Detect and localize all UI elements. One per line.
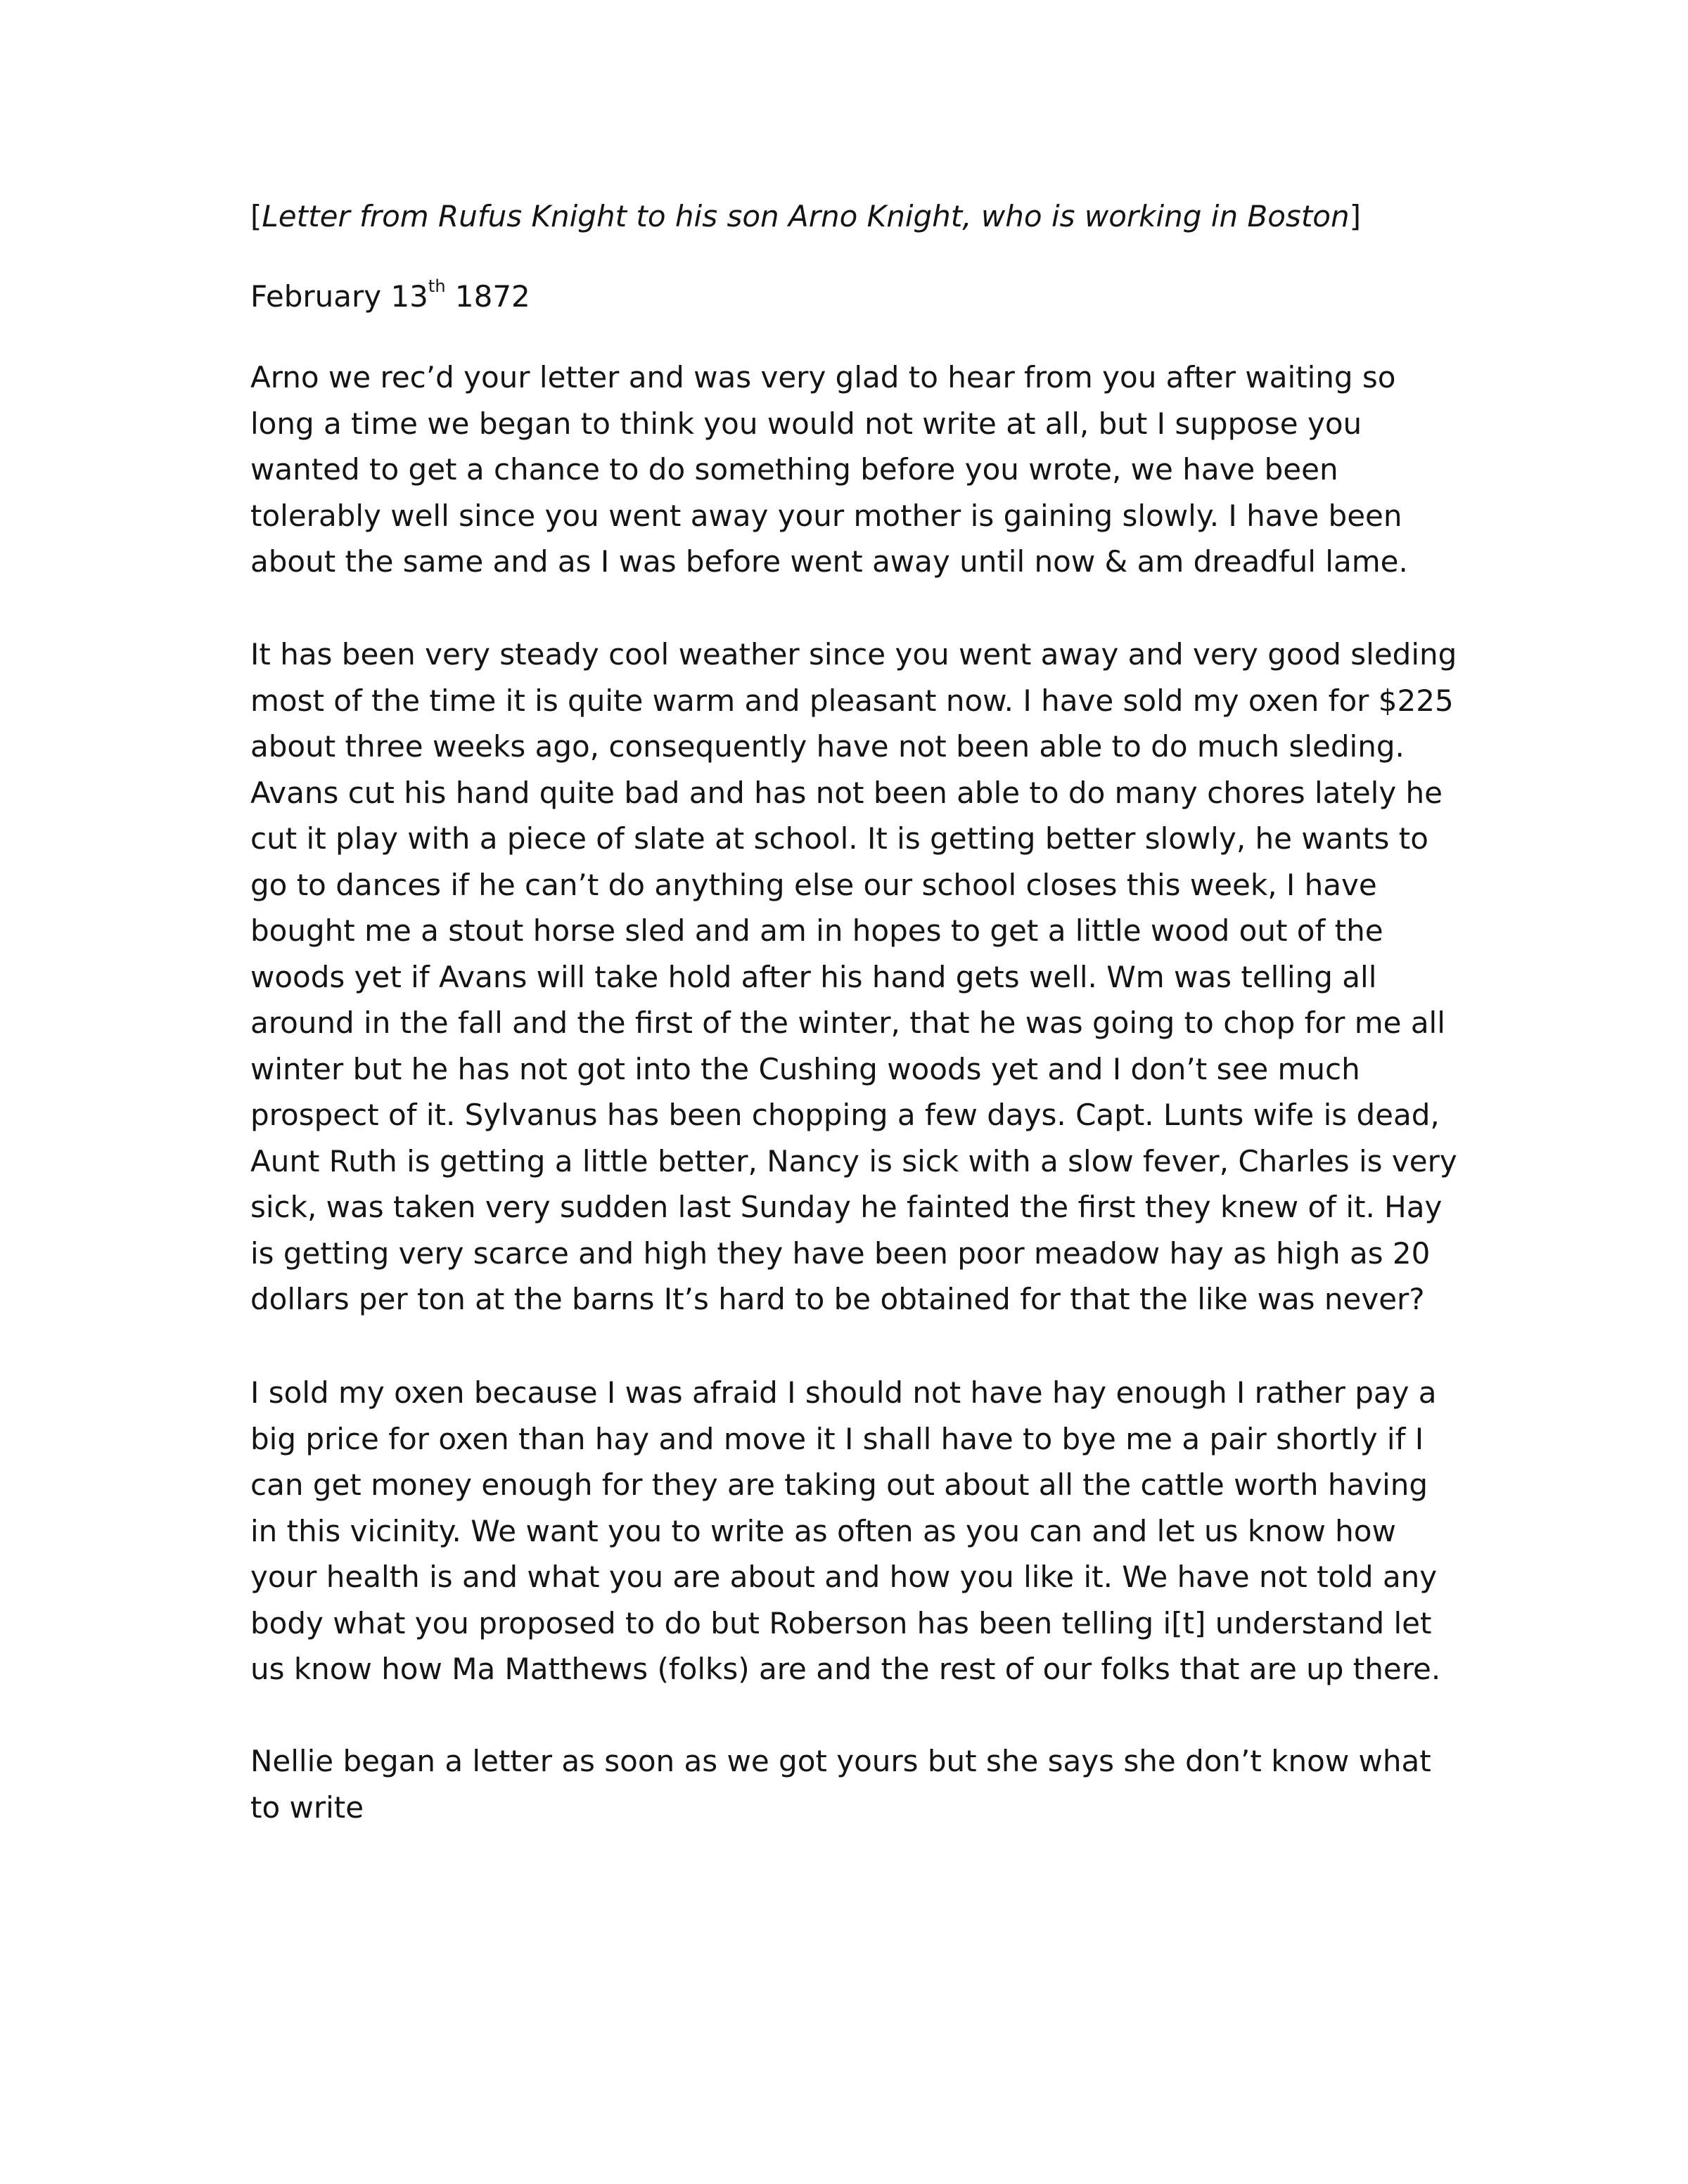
paragraph-4: Nellie began a letter as soon as we got yours but she says she don’t know what to write (250, 1744, 1431, 1825)
date-ordinal-suffix: th (428, 276, 446, 296)
heading-description: Letter from Rufus Knight to his son Arno Knight, who is working in Boston (262, 199, 1350, 233)
heading-open-bracket: [ (250, 199, 262, 233)
paragraph-2: It has been very steady cool weather since you went away and very good sleding most of the time it is quite warm and pleasant now. I have sold my oxen for $225 about three weeks ago, consequently have not been able to do much sleding. Avans cut his hand quite bad and has not been able to do many chores lately he cut it play with a piece of slate at school. It is getting better slowly, he wants to go to dances if he can’t do anything else our school closes this week, I have bought me a stout horse sled and am in hopes to get a little wood out of the woods yet if Avans will take hold after his hand gets well. Wm was telling all around in the fall and the first of the winter, that he was going to chop for me all winter but he has not got into the Cushing woods yet and I don’t see much prospect of it. Sylvanus has been chopping a few days. Capt. Lunts wife is dead, Aunt Ruth is getting a little better, Nancy is sick with a slow fever, Charles is very sick, was taken very sudden last Sunday he fainted the first they knew of it. Hay is getting very scarce and high they have been poor meadow hay as high as 20 dollars per ton at the barns It’s hard to be obtained for that the like was never? (250, 637, 1457, 1316)
paragraph-1: Arno we rec’d your letter and was very glad to hear from you after waiting so long a time we began to think you would not write at all, but I suppose you wanted to get a chance to do something before you wrote, we have been tolerably well since you went away your mother is gaining slowly. I have been about the same and as I was before went away until now & am dreadful lame. (250, 360, 1408, 579)
paragraph-3: I sold my oxen because I was afraid I should not have hay enough I rather pay a big price for oxen than hay and move it I shall have to bye me a pair shortly if I can get money enough for they are taking out about all the cattle worth having in this vicinity. We want you to write as often as you can and let us know how your health is and what you are about and how you like it. We have not told any body what you proposed to do but Roberson has been telling i[t] understand let us know how Ma Matthews (folks) are and the rest of our folks that are up there. (250, 1375, 1441, 1686)
letter-date (250, 276, 1464, 318)
heading-close-bracket: ] (1349, 199, 1361, 233)
letter-heading (250, 195, 1464, 238)
date-month-day: February 13 (250, 279, 428, 314)
date-year: 1872 (445, 279, 530, 314)
